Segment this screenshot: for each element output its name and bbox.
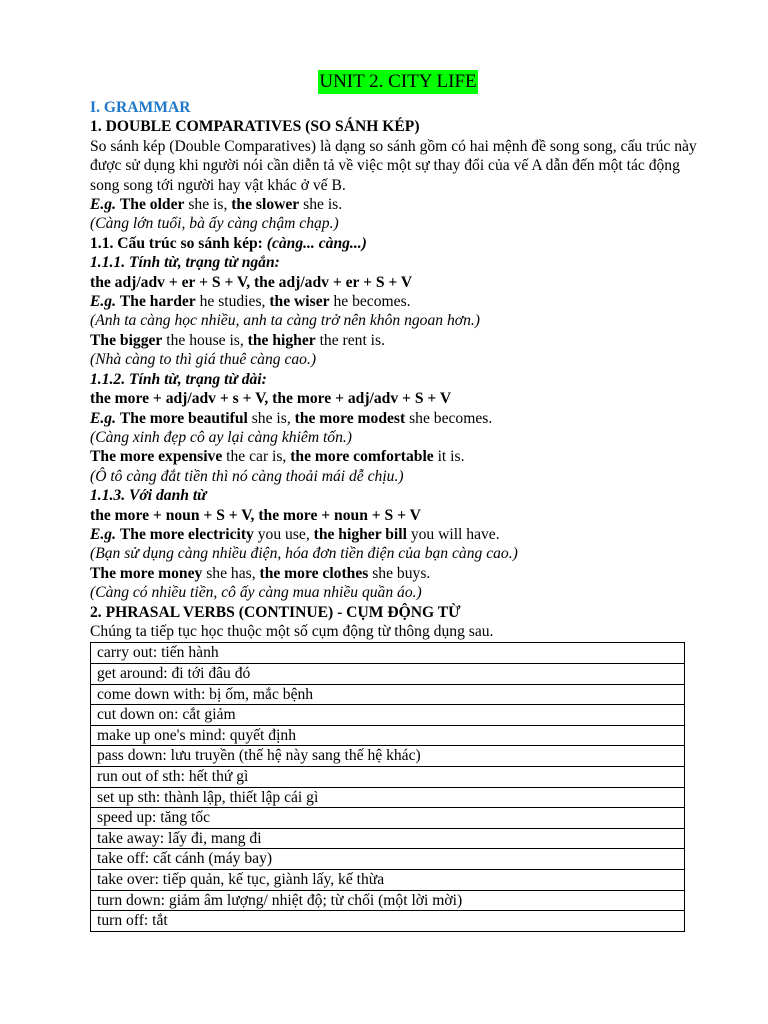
table-row	[91, 643, 685, 664]
example-bold: The older	[119, 196, 185, 214]
subsection-1-1-1-heading: 1.1.1. Tính từ, trạng từ ngắn:	[90, 254, 280, 272]
table-cell: get around: đi tới đâu đó	[91, 663, 685, 684]
example-bold: the more clothes	[259, 564, 369, 582]
table-cell: take over: tiếp quản, kế tục, giành lấy, kế thừa	[91, 869, 685, 890]
example-text: she buys.	[368, 564, 431, 582]
example-text: he becomes.	[329, 293, 411, 311]
table-cell: pass down: lưu truyền (thế hệ này sang thế hệ khác)	[91, 746, 685, 767]
title-block	[90, 70, 700, 98]
formula-noun: the more + noun + S + V, the more + noun + S + V	[90, 506, 421, 524]
phrasal-verbs-table	[90, 642, 685, 931]
example-text: she is,	[184, 196, 232, 214]
table-cell: turn off: tắt	[91, 911, 685, 932]
table-row	[91, 849, 685, 870]
example-2-translation: (Anh ta càng học nhiều, anh ta càng trở nên khôn ngoan hơn.)	[90, 312, 480, 330]
example-text: the car is,	[222, 448, 291, 466]
example-bold: The more electricity	[119, 525, 254, 543]
document-page	[90, 70, 700, 932]
example-bold: the higher bill	[313, 525, 407, 543]
formula-short: the adj/adv + er + S + V, the adj/adv + er + S + V	[90, 273, 413, 291]
table-row	[91, 684, 685, 705]
example-4-translation: (Càng xinh đẹp cô ay lại càng khiêm tốn.)	[90, 428, 352, 446]
eg-label: E.g.	[90, 293, 116, 311]
table-cell: take off: cất cánh (máy bay)	[91, 849, 685, 870]
table-row	[91, 869, 685, 890]
table-cell: set up sth: thành lập, thiết lập cái gì	[91, 787, 685, 808]
example-1	[90, 195, 700, 214]
section2-intro: Chúng ta tiếp tục học thuộc một số cụm động từ thông dụng sau.	[90, 622, 494, 640]
example-bold: the wiser	[269, 293, 330, 311]
subsection-title: 1.1. Cấu trúc so sánh kép:	[90, 234, 263, 252]
table-row	[91, 766, 685, 787]
table-row	[91, 890, 685, 911]
section1-intro: So sánh kép (Double Comparatives) là dạng so sánh gồm có hai mệnh đề song song, cấu trúc này được sử dụng khi người nói cần diễn tả về việc một sự thay đổi của vế A dẫn đến một tác động song song tới người hay vật khác ở vế B.	[90, 137, 697, 194]
example-bold: The harder	[119, 293, 196, 311]
eg-label: E.g.	[90, 409, 116, 427]
example-text: she is,	[247, 409, 295, 427]
example-bold: the more comfortable	[290, 448, 434, 466]
example-text: she becomes.	[405, 409, 493, 427]
table-row	[91, 663, 685, 684]
example-text: you use,	[253, 525, 314, 543]
example-bold: The more beautiful	[119, 409, 248, 427]
example-bold: the slower	[231, 196, 300, 214]
table-row	[91, 725, 685, 746]
example-bold: The bigger	[90, 331, 163, 349]
table-cell: speed up: tăng tốc	[91, 808, 685, 829]
section1-heading: 1. DOUBLE COMPARATIVES (SO SÁNH KÉP)	[90, 118, 420, 136]
subsection-1-1-3-heading: 1.1.3. Với danh từ	[90, 487, 207, 505]
example-text: she has,	[202, 564, 260, 582]
subsection-note: (càng... càng...)	[262, 234, 367, 252]
example-6-translation: (Bạn sử dụng càng nhiều điện, hóa đơn tiền điện của bạn càng cao.)	[90, 545, 518, 563]
eg-label: E.g.	[90, 525, 116, 543]
section2-heading: 2. PHRASAL VERBS (CONTINUE) - CỤM ĐỘNG TỪ	[90, 603, 461, 621]
example-5	[90, 447, 700, 466]
eg-label: E.g.	[90, 196, 116, 214]
example-bold: The more money	[90, 564, 203, 582]
table-row	[91, 787, 685, 808]
table-row	[91, 911, 685, 932]
example-text: you will have.	[406, 525, 500, 543]
table-cell: come down with: bị ốm, mắc bệnh	[91, 684, 685, 705]
table-cell: carry out: tiến hành	[91, 643, 685, 664]
subsection-1-1-2-heading: 1.1.2. Tính từ, trạng từ dài:	[90, 370, 267, 388]
example-bold: the higher	[247, 331, 316, 349]
example-text: he studies,	[195, 293, 270, 311]
subsection-1-1-heading	[90, 234, 700, 253]
example-text: it is.	[433, 448, 465, 466]
table-cell: make up one's mind: quyết định	[91, 725, 685, 746]
table-row	[91, 705, 685, 726]
table-row	[91, 808, 685, 829]
example-2	[90, 292, 700, 311]
table-row	[91, 828, 685, 849]
table-cell: turn down: giảm âm lượng/ nhiệt độ; từ chối (một lời mời)	[91, 890, 685, 911]
example-text: the rent is.	[315, 331, 385, 349]
example-6	[90, 525, 700, 544]
example-7	[90, 564, 700, 583]
formula-long: the more + adj/adv + s + V, the more + adj/adv + S + V	[90, 390, 452, 408]
grammar-heading: I. GRAMMAR	[90, 99, 191, 116]
table-cell: take away: lấy đi, mang đi	[91, 828, 685, 849]
table-cell: run out of sth: hết thứ gì	[91, 766, 685, 787]
example-text: the house is,	[162, 331, 248, 349]
example-4	[90, 409, 700, 428]
example-bold: The more expensive	[90, 448, 223, 466]
example-3	[90, 331, 700, 350]
table-row	[91, 746, 685, 767]
example-1-translation: (Càng lớn tuổi, bà ấy càng chậm chạp.)	[90, 215, 339, 233]
example-bold: the more modest	[294, 409, 406, 427]
example-text: she is.	[299, 196, 343, 214]
example-5-translation: (Ô tô càng đắt tiền thì nó càng thoải mái dễ chịu.)	[90, 467, 404, 485]
example-7-translation: (Càng có nhiều tiền, cô ấy càng mua nhiều quần áo.)	[90, 584, 422, 602]
example-3-translation: (Nhà càng to thì giá thuê càng cao.)	[90, 351, 317, 369]
table-cell: cut down on: cắt giảm	[91, 705, 685, 726]
page-title: UNIT 2. CITY LIFE	[319, 71, 477, 92]
